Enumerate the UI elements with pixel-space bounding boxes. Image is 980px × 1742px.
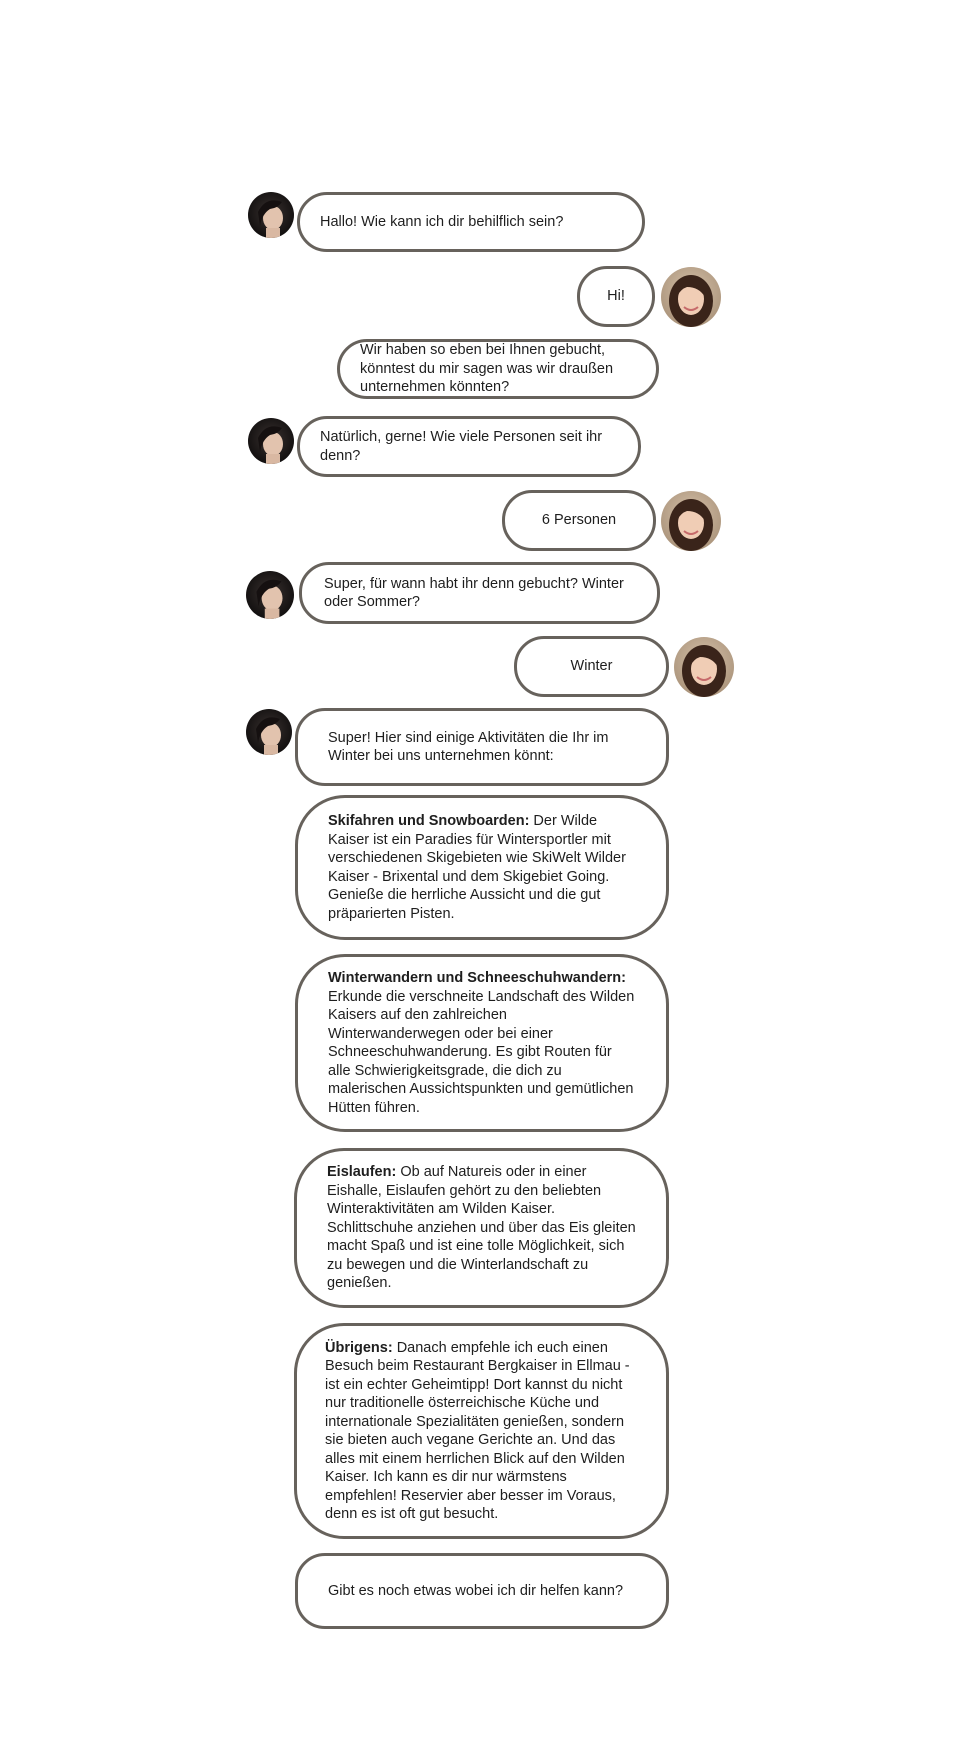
message-title: Eislaufen: <box>327 1164 397 1181</box>
bot-message <box>294 1148 669 1308</box>
user-avatar <box>661 491 721 551</box>
message-title: Übrigens: <box>325 1339 393 1356</box>
message-text: Super! Hier sind einige Aktivitäten die Ihr im Winter bei uns unternehmen könnt: <box>328 729 609 764</box>
message-text: Übrigens: Danach empfehle ich euch einen Besuch beim Restaurant Bergkaiser in Ellmau - ist ein echter Geheimtipp! Dort kannst du nicht nur traditionelle österreichische Küche und internationale Spezialitäten genießen, sondern sie bieten auch vegane Gerichte an. Und das alles mit einem herrlichen Blick auf den Wilden Kaiser. Ich kann es dir nur wärmstens empfehlen! Reservier aber besser im Voraus, denn es ist oft gut besucht. <box>325 1339 630 1522</box>
user-message <box>337 339 659 399</box>
bot-message <box>297 416 641 477</box>
message-text: Natürlich, gerne! Wie viele Personen seit ihr denn? <box>320 429 603 464</box>
bot-message <box>299 562 660 624</box>
user-message <box>514 636 669 697</box>
message-text: Super, für wann habt ihr denn gebucht? Winter oder Sommer? <box>324 575 624 610</box>
bot-avatar <box>248 418 294 464</box>
user-message <box>577 266 655 327</box>
message-title: Skifahren und Snowboarden: <box>328 813 530 829</box>
message-text: Skifahren und Snowboarden: Der Wilde Kaiser ist ein Paradies für Wintersportler mit verschiedenen Skigebieten wie SkiWelt Wilder Kaiser - Brixental und dem Skigebiet Going. Genieße die herrliche Aussicht und die gut präparierten Pisten. <box>328 813 626 922</box>
message-text: Hallo! Wie kann ich dir behilflich sein? <box>320 213 564 230</box>
bot-message <box>297 192 645 252</box>
message-text: Winter <box>570 658 613 675</box>
message-text: Hi! <box>607 288 625 305</box>
user-message <box>502 490 656 551</box>
message-text: Winterwandern und Schneeschuhwandern: Erkunde die verschneite Landschaft des Wilden Kaisers auf den zahlreichen Winterwanderwegen oder bei einer Schneeschuhwanderung. Es gibt Routen für alle Schwierigkeitsgrade, die dich zu malerischen Aussichtspunkten und gemütlichen Hütten führen. <box>328 970 635 1116</box>
bot-message <box>294 1323 669 1539</box>
bot-avatar <box>246 709 292 755</box>
message-text: Wir haben so eben bei Ihnen gebucht, könntest du mir sagen was wir draußen unternehmen könnten? <box>360 342 614 396</box>
message-title: Winterwandern und Schneeschuhwandern: <box>328 970 626 986</box>
bot-message <box>295 1553 669 1629</box>
message-text: Gibt es noch etwas wobei ich dir helfen kann? <box>328 1582 624 1599</box>
bot-avatar <box>246 571 294 619</box>
bot-avatar <box>248 192 294 238</box>
message-text: Eislaufen: Ob auf Natureis oder in einer Eishalle, Eislaufen gehört zu den beliebten Winteraktivitäten am Wilden Kaiser. Schlittschuhe anziehen und über das Eis gleiten macht Spaß und ist eine tolle Möglichkeit, sich zu bewegen und die Winterlandschaft zu genießen. <box>327 1164 636 1292</box>
user-avatar <box>661 267 721 327</box>
bot-message <box>295 954 669 1132</box>
message-text: 6 Personen <box>541 512 617 529</box>
user-avatar <box>674 637 734 697</box>
bot-message <box>295 708 669 786</box>
bot-message <box>295 795 669 940</box>
